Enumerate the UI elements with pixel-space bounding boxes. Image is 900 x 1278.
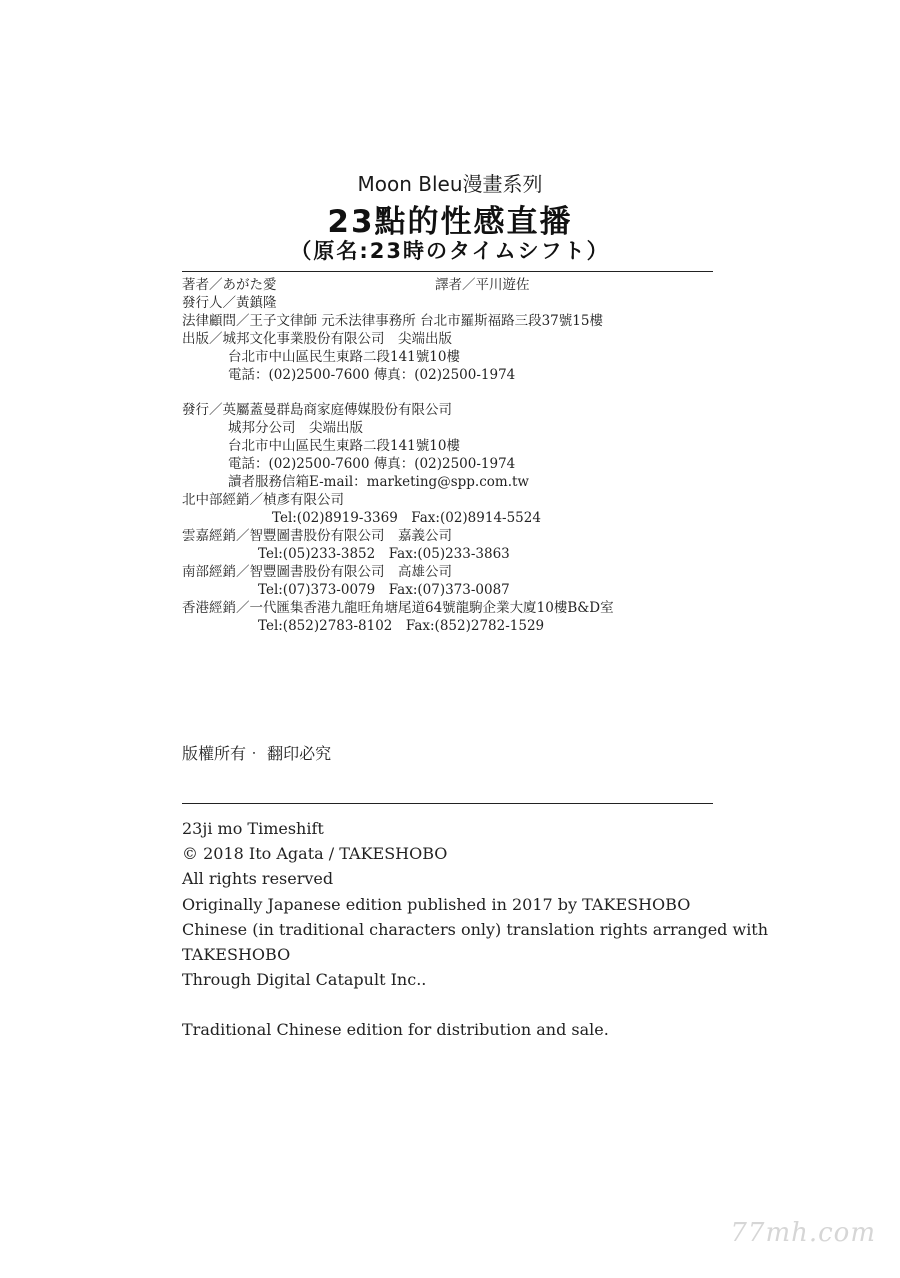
original-title: （原名:23時のタイムシフト） <box>290 239 610 263</box>
south-distributor: 南部經銷／智豐圖書股份有限公司 高雄公司 <box>182 564 452 580</box>
chiayi-distributor: 雲嘉經銷／智豐圖書股份有限公司 嘉義公司 <box>182 528 452 544</box>
english-rights-holder: TAKESHOBO <box>182 945 291 965</box>
english-translation-rights: Chinese (in traditional characters only) translation rights arranged with <box>182 919 769 939</box>
distributor-email: 讀者服務信箱E-mail：marketing@spp.com.tw <box>228 474 529 490</box>
top-divider <box>182 271 713 272</box>
north-tel: Tel:(02)8919-3369 Fax:(02)8914-5524 <box>272 510 541 526</box>
english-copyright: © 2018 Ito Agata / TAKESHOBO <box>182 844 448 864</box>
book-title: 23點的性感直播 <box>327 204 573 240</box>
north-distributor: 北中部經銷／楨彥有限公司 <box>182 492 344 508</box>
publisher-phone: 電話：(02)2500-7600 傳真：(02)2500-1974 <box>228 367 516 383</box>
series-name: Moon Bleu漫畫系列 <box>357 172 543 196</box>
english-rights <box>182 816 769 1043</box>
distributor-branch: 城邦分公司 尖端出版 <box>228 420 363 436</box>
publisher-address: 台北市中山區民生東路二段141號10樓 <box>228 349 460 365</box>
site-watermark: 77mh.com <box>730 1218 876 1248</box>
english-original-title: 23ji mo Timeshift <box>182 819 324 838</box>
south-tel: Tel:(07)373-0079 Fax:(07)373-0087 <box>258 582 510 598</box>
copyright-notice-cn: 版權所有‧ 翻印必究 <box>182 744 332 763</box>
distributor-address: 台北市中山區民生東路二段141號10樓 <box>228 438 460 454</box>
author: 著者／あがた愛 <box>182 277 277 293</box>
distributor-phone: 電話：(02)2500-7600 傳真：(02)2500-1974 <box>228 456 516 472</box>
author-row <box>182 276 722 294</box>
english-agent: Through Digital Catapult Inc.. <box>182 970 427 990</box>
hongkong-tel: Tel:(852)2783-8102 Fax:(852)2782-1529 <box>258 618 545 634</box>
bottom-divider <box>182 803 713 804</box>
chiayi-tel: Tel:(05)233-3852 Fax:(05)233-3863 <box>258 546 510 562</box>
publication-info <box>182 276 722 635</box>
distributor: 發行／英屬蓋曼群島商家庭傳媒股份有限公司 <box>182 402 452 418</box>
publisher-person: 發行人／黃鎮隆 <box>182 295 277 311</box>
translator: 譯者／平川遊佐 <box>435 277 530 293</box>
english-original-edition: Originally Japanese edition published in 2017 by TAKESHOBO <box>182 894 691 914</box>
english-rights-reserved: All rights reserved <box>182 869 334 889</box>
hongkong-distributor: 香港經銷／一代匯集香港九龍旺角塘尾道64號龍駒企業大廈10樓B&D室 <box>182 600 614 616</box>
publisher: 出版／城邦文化事業股份有限公司 尖端出版 <box>182 331 452 347</box>
english-distribution: Traditional Chinese edition for distribution and sale. <box>182 1020 609 1040</box>
legal-advisor: 法律顧問／王子文律師 元禾法律事務所 台北市羅斯福路三段37號15樓 <box>182 313 603 329</box>
